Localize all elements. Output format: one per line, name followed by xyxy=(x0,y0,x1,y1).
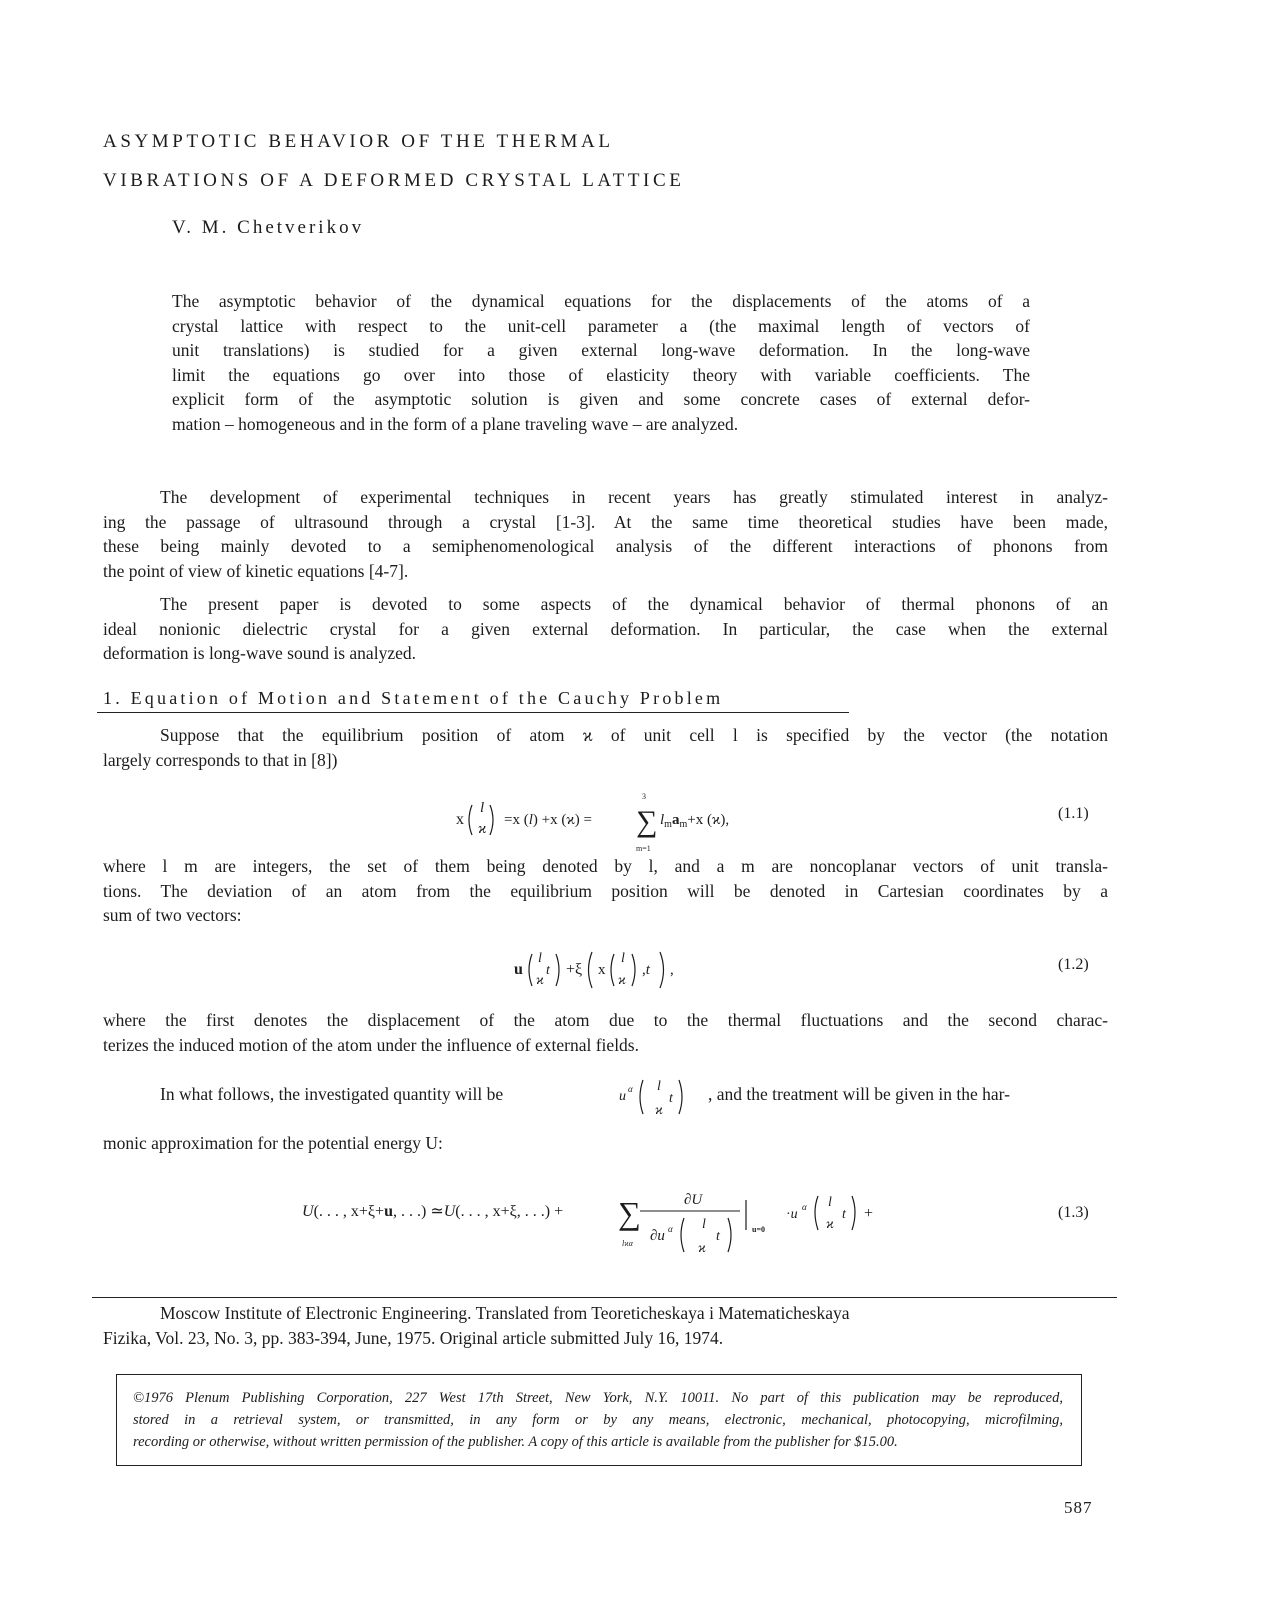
suppose-paragraph xyxy=(103,723,1108,772)
svg-text:=x (l) +x (ϰ) =: =x (l) +x (ϰ) = xyxy=(504,812,592,828)
equation-1-2 xyxy=(508,940,728,1000)
inline-u-expression xyxy=(615,1072,705,1122)
svg-text:l: l xyxy=(538,951,542,966)
where-lm-paragraph xyxy=(103,854,1108,928)
paper-title-line-1: ASYMPTOTIC BEHAVIOR OF THE THERMAL xyxy=(103,131,614,152)
equation-number: (1.3) xyxy=(1058,1204,1089,1221)
svg-text:∂u: ∂u xyxy=(650,1228,665,1244)
svg-text:ϰ: ϰ xyxy=(536,973,544,988)
body-line: ing the passage of ultrasound through a crystal [1-3]. At the same time theoretical studies have been made, xyxy=(103,511,1108,532)
copyright-line: ©1976 Plenum Publishing Corporation, 227 West 17th Street, New York, N.Y. 10011. No part of this publication may be reproduced, xyxy=(133,1390,1063,1406)
svg-text:l: l xyxy=(621,951,625,966)
abstract-line: limit the equations go over into those of elasticity theory with variable coefficients. The xyxy=(172,364,1030,385)
abstract-line: unit translations) is studied for a given external long-wave deformation. In the long-wave xyxy=(172,340,1030,360)
footnote-line: Moscow Institute of Electronic Engineering. Translated from Teoreticheskaya i Matematicheskaya xyxy=(160,1303,850,1323)
svg-text:ϰ: ϰ xyxy=(618,973,626,988)
abstract-line: mation – homogeneous and in the form of a plane traveling wave – are analyzed. xyxy=(172,413,739,434)
abstract-line: crystal lattice with respect to the unit-cell parameter a (the maximal length of vectors of xyxy=(172,315,1030,336)
follows-text-end: , and the treatment will be given in the har- xyxy=(708,1084,1010,1104)
body-line: these being mainly devoted to a semiphenomenological analysis of the different interactions of phonons from xyxy=(103,536,1108,556)
footnote-line: Fizika, Vol. 23, No. 3, pp. 383-394, June, 1975. Original article submitted July 16, 1974. xyxy=(103,1327,724,1348)
copyright-line: stored in a retrieval system, or transmitted, in any form or by any means, electronic, mechanical, photocopying, microfilming, xyxy=(133,1412,1063,1428)
section-heading: 1. Equation of Motion and Statement of the Cauchy Problem xyxy=(103,688,724,708)
abstract-line: The asymptotic behavior of the dynamical equations for the displacements of the atoms of a xyxy=(172,291,1030,311)
intro-paragraph-2 xyxy=(103,592,1108,666)
svg-text:t: t xyxy=(716,1229,720,1244)
svg-text:t: t xyxy=(669,1091,673,1106)
svg-text:ϰ: ϰ xyxy=(655,1103,663,1118)
body-line: The development of experimental techniques in recent years has greatly stimulated interest in analyz- xyxy=(160,487,1108,507)
page-number: 587 xyxy=(1064,1498,1093,1517)
footnote-rule xyxy=(92,1297,1117,1298)
svg-text:·u: ·u xyxy=(786,1207,798,1222)
svg-text:ϰ: ϰ xyxy=(478,821,487,837)
author-name: V. M. Chetverikov xyxy=(172,217,365,238)
equation-1-1 xyxy=(450,785,810,855)
footnote xyxy=(103,1301,1083,1350)
svg-text:u: u xyxy=(514,961,523,978)
intro-paragraph-1 xyxy=(103,485,1108,583)
equation-1-3 xyxy=(300,1178,920,1268)
svg-text:l: l xyxy=(480,800,485,816)
copyright-notice xyxy=(133,1387,1063,1453)
body-line: where l m are integers, the set of them being denoted by l, and a m are noncoplanar vectors of unit transla- xyxy=(103,856,1108,876)
where-first-paragraph xyxy=(103,1008,1108,1057)
body-line: Suppose that the equilibrium position of atom ϰ of unit cell l is specified by the vector (the notation xyxy=(160,725,1108,745)
body-line: the point of view of kinetic equations [4-7]. xyxy=(103,560,409,581)
svg-text:ϰ: ϰ xyxy=(698,1241,706,1256)
body-line: largely corresponds to that in [8]) xyxy=(103,749,338,770)
eq-symbol: x xyxy=(456,811,464,828)
svg-text:3: 3 xyxy=(642,792,646,801)
svg-text:lmam+x (ϰ),: $l_ma_m+x$ (ϰ), xyxy=(660,812,730,830)
equation-number: (1.2) xyxy=(1058,956,1089,973)
body-line: where the first denotes the displacement of the atom due to the thermal fluctuations and the second charac- xyxy=(103,1010,1108,1030)
svg-text:m=1: m=1 xyxy=(636,844,651,853)
body-line: tions. The deviation of an atom from the equilibrium position will be denoted in Cartesian coordinates by a xyxy=(103,880,1108,901)
svg-text:u: u xyxy=(619,1089,626,1104)
svg-text:t: t xyxy=(546,963,550,978)
svg-text:t: t xyxy=(842,1207,846,1222)
section-underline xyxy=(97,712,849,713)
svg-text:∂U: ∂U xyxy=(684,1192,703,1208)
svg-text:l: l xyxy=(828,1195,832,1210)
copyright-line: recording or otherwise, without written permission of the publisher. A copy of this article is available from the publisher for $15.00. xyxy=(133,1434,898,1450)
svg-text:,: , xyxy=(670,962,674,978)
svg-text:l: l xyxy=(702,1217,706,1232)
svg-text:+: + xyxy=(864,1205,874,1222)
follows-text: In what follows, the investigated quantity will be xyxy=(160,1084,504,1104)
body-line: The present paper is devoted to some aspects of the dynamical behavior of thermal phonons of an xyxy=(160,594,1108,614)
svg-text:lϰα: lϰα xyxy=(622,1239,633,1248)
svg-text:∑: ∑ xyxy=(636,805,658,838)
abstract-line: explicit form of the asymptotic solution is given and some concrete cases of external defor- xyxy=(172,389,1030,409)
svg-text:l: l xyxy=(657,1079,661,1094)
svg-text:x: x xyxy=(598,962,606,978)
paper-title-line-2: VIBRATIONS OF A DEFORMED CRYSTAL LATTICE xyxy=(103,170,685,191)
body-line: deformation is long-wave sound is analyzed. xyxy=(103,643,416,663)
body-line: terizes the induced motion of the atom under the influence of external fields. xyxy=(103,1034,639,1055)
svg-text:u=0: u=0 xyxy=(752,1225,766,1234)
harmonic-text: monic approximation for the potential energy U: xyxy=(103,1133,443,1153)
copyright-box xyxy=(116,1374,1082,1466)
svg-text:,t: ,t xyxy=(642,962,650,978)
svg-text:U(. . . , x+ξ+u, . . .) ≃U(. .: U(. . . , x+ξ+u, . . .) ≃U(. . . , x+ξ, . . .) + xyxy=(302,1203,564,1220)
svg-text:+ξ: +ξ xyxy=(566,961,583,978)
body-line: ideal nonionic dielectric crystal for a given external deformation. In particular, the case when the external xyxy=(103,618,1108,639)
svg-text:α: α xyxy=(628,1084,633,1094)
svg-text:∑: ∑ xyxy=(618,1195,641,1231)
svg-text:ϰ: ϰ xyxy=(826,1217,834,1232)
body-line: sum of two vectors: xyxy=(103,905,242,925)
equation-number: (1.1) xyxy=(1058,805,1089,822)
svg-text:α: α xyxy=(802,1202,807,1212)
svg-text:α: α xyxy=(668,1224,673,1234)
abstract xyxy=(172,289,1030,436)
